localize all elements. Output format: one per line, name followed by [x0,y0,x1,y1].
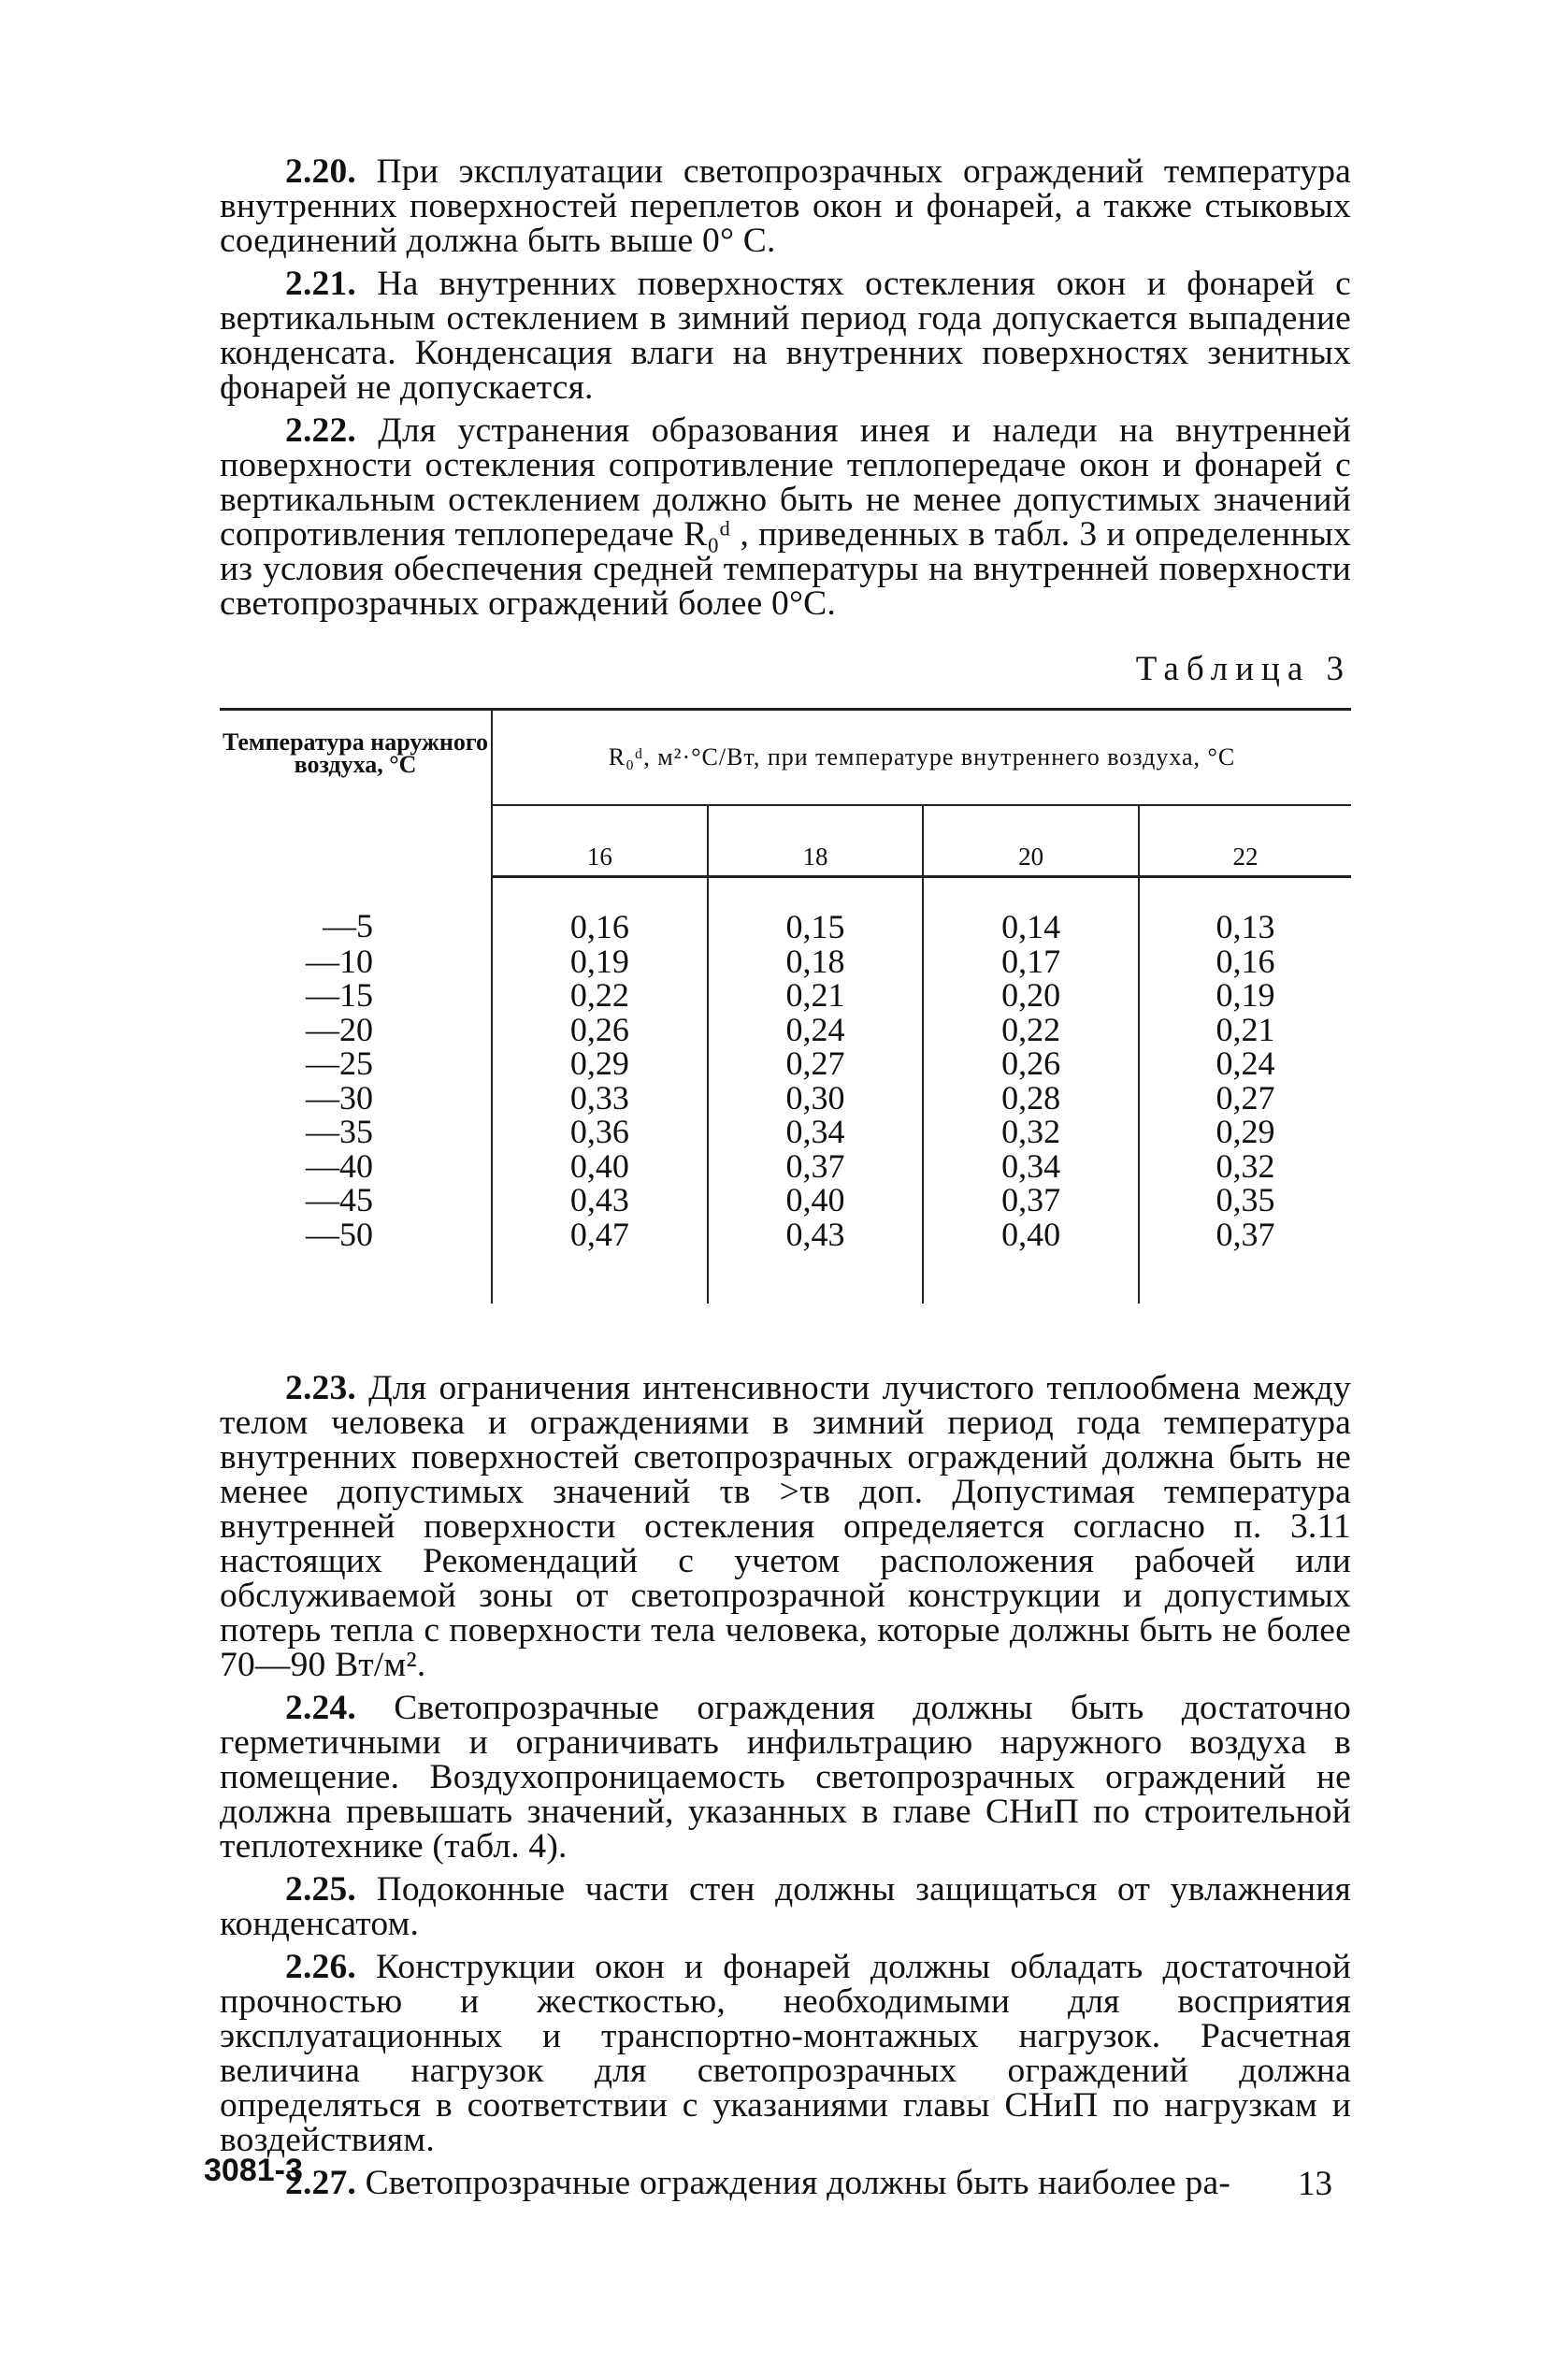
cell-outdoor-temperature: —30 [220,1081,492,1116]
paragraph-number: 2.25. [285,1870,356,1909]
cell-resistance-18: 0,27 [708,1046,924,1081]
table-row [220,944,1351,979]
cell-resistance-20: 0,28 [923,1081,1139,1116]
cell-resistance-16: 0,22 [569,976,629,1014]
paragraph-text: Для устранения образования инея и наледи на внутренней поверхности остекления сопротивление теплопередаче окон и фонарей с вертикальным остеклением должно быть не менее допустимых значений сопротивления теплопередаче R₀ᵈ , приведенных в табл. 3 и определенных из условия обеспечения средней температуры на внутренней поверхности светопрозрачных ограждений более 0°С. [220,411,1351,623]
cell-resistance-20: 0,17 [923,944,1139,979]
cell-resistance-22: 0,24 [1139,1046,1351,1081]
paragraph-2-22 [220,413,1351,621]
document-page [220,154,1351,2209]
paragraph-number: 2.24. [285,1689,356,1727]
table-caption: Таблица 3 [1135,650,1351,688]
page-number: 13 [1298,2165,1332,2203]
cell-resistance-22: 0,21 [1139,1013,1351,1047]
cell-resistance-18: 0,15 [708,877,924,944]
paragraph-2-26 [220,1950,1351,2157]
cell-resistance-16: 0,33 [569,1078,629,1117]
cell-resistance-22: 0,35 [1139,1183,1351,1218]
table-row [220,1046,1351,1081]
paragraph-text: На внутренних поверхностях остекления окон и фонарей с вертикальным остеклением в зимний период года допускается выпадение конденсата. Конденсация влаги на внутренних поверхностях зенитных фонарей не допускается. [220,265,1351,407]
paragraph-2-27 [220,2166,1351,2200]
paragraph-number: 2.20. [285,152,356,191]
cell-resistance-20: 0,26 [923,1046,1139,1081]
table-row [220,1183,1351,1218]
cell-resistance-22: 0,37 [1139,1218,1351,1304]
cell-outdoor-temperature: —40 [220,1149,492,1184]
cell-resistance-20: 0,40 [923,1218,1139,1304]
table-row [220,1081,1351,1116]
cell-resistance-20: 0,34 [923,1149,1139,1184]
table-row [220,1218,1351,1304]
cell-resistance-16: 0,26 [569,1010,629,1048]
cell-resistance-18: 0,34 [708,1115,924,1149]
header-col-18: 18 [708,805,924,877]
paragraph-number: 2.21. [285,265,356,303]
cell-resistance-16: 0,16 [569,908,629,945]
cell-resistance-20: 0,32 [923,1115,1139,1149]
cell-outdoor-temperature: —35 [220,1115,492,1149]
cell-resistance-18: 0,24 [708,1013,924,1047]
header-resistance-group: R₀ᵈ, м²·°С/Вт, при температуре внутреннего воздуха, °С [492,710,1351,806]
paragraph-text: Для ограничения интенсивности лучистого теплообмена между телом человека и ограждениями в зимний период года температура внутренних поверхностей светопрозрачных ограждений должна быть не менее допустимых значений τв >τв доп. Допустимая температура внутренней поверхности остекления определяется согласно п. 3.11 настоящих Рекомендаций с учетом расположения рабочей или обслуживаемой зоны от светопрозрачной конструкции и допустимых потерь тепла с поверхности тела человека, которые должны быть не более 70—90 Вт/м². [220,1369,1351,1684]
cell-outdoor-temperature: —20 [220,1013,492,1047]
cell-outdoor-temperature: —50 [220,1218,492,1304]
cell-resistance-18: 0,21 [708,978,924,1013]
section-bottom [220,1371,1351,2200]
cell-outdoor-temperature: —10 [220,944,492,979]
header-outdoor-temperature: Температура наружного воздуха, °С [220,710,492,877]
paragraph-text: Конструкции окон и фонарей должны обладать достаточной прочностью и жесткостью, необходимыми для восприятия эксплуатационных и транспортно-монтажных нагрузок. Расчетная величина нагрузок для светопрозрачных ограждений должна определяться в соответствии с указаниями главы СНиП по нагрузкам и воздействиям. [220,1948,1351,2159]
cell-outdoor-temperature: —45 [220,1183,492,1218]
cell-outdoor-temperature: —25 [220,1046,492,1081]
cell-resistance-20: 0,20 [923,978,1139,1013]
cell-resistance-22: 0,27 [1139,1081,1351,1116]
cell-outdoor-temperature: —15 [220,978,492,1013]
print-code: 3081-3 [204,2153,303,2188]
table-row [220,1149,1351,1184]
paragraph-text: Светопрозрачные ограждения должны быть наиболее ра- [356,2164,1231,2202]
table-row [220,1013,1351,1047]
paragraph-2-20 [220,154,1351,258]
paragraph-number: 2.26. [285,1948,356,1986]
paragraph-number: 2.23. [285,1369,356,1407]
header-col-16: 16 [492,805,708,877]
paragraph-2-24 [220,1691,1351,1864]
cell-resistance-18: 0,37 [708,1149,924,1184]
paragraph-number: 2.22. [285,411,356,450]
paragraph-2-25 [220,1872,1351,1941]
cell-resistance-20: 0,22 [923,1013,1139,1047]
header-col-22: 22 [1139,805,1351,877]
cell-resistance-18: 0,30 [708,1081,924,1116]
cell-resistance-22: 0,29 [1139,1115,1351,1149]
table-body [220,877,1351,1304]
section-top [220,154,1351,621]
table-row [220,877,1351,944]
cell-resistance-16: 0,40 [569,1146,629,1185]
header-col-20: 20 [923,805,1139,877]
cell-resistance-18: 0,40 [708,1183,924,1218]
cell-resistance-22: 0,19 [1139,978,1351,1013]
paragraph-text: Светопрозрачные ограждения должны быть достаточно герметичными и ограничивать инфильтрацию наружного воздуха в помещение. Воздухопроницаемость светопрозрачных ограждений не должна превышать значений, указанных в главе СНиП по строительной теплотехнике (табл. 4). [220,1689,1351,1866]
cell-resistance-16: 0,29 [569,1045,629,1082]
cell-resistance-16: 0,43 [569,1181,629,1218]
cell-resistance-22: 0,16 [1139,944,1351,979]
cell-resistance-18: 0,18 [708,944,924,979]
paragraph-number: 2.27. [285,2164,356,2202]
paragraph-2-21 [220,267,1351,405]
table-3 [220,708,1351,1304]
table-row [220,1115,1351,1149]
cell-resistance-18: 0,43 [708,1218,924,1304]
cell-resistance-20: 0,37 [923,1183,1139,1218]
cell-resistance-22: 0,13 [1139,877,1351,944]
cell-resistance-22: 0,32 [1139,1149,1351,1184]
paragraph-text: При эксплуатации светопрозрачных ограждений температура внутренних поверхностей переплетов окон и фонарей, а также стыковых соединений должна быть выше 0° С. [220,152,1351,260]
paragraph-2-23 [220,1371,1351,1682]
cell-resistance-16: 0,36 [569,1113,629,1150]
cell-resistance-16: 0,47 [569,1215,629,1253]
cell-outdoor-temperature: —5 [220,877,492,944]
cell-resistance-20: 0,14 [923,877,1139,944]
paragraph-text: Подоконные части стен должны защищаться от увлажнения конденсатом. [220,1870,1351,1943]
table-row [220,978,1351,1013]
cell-resistance-16: 0,19 [569,942,629,980]
